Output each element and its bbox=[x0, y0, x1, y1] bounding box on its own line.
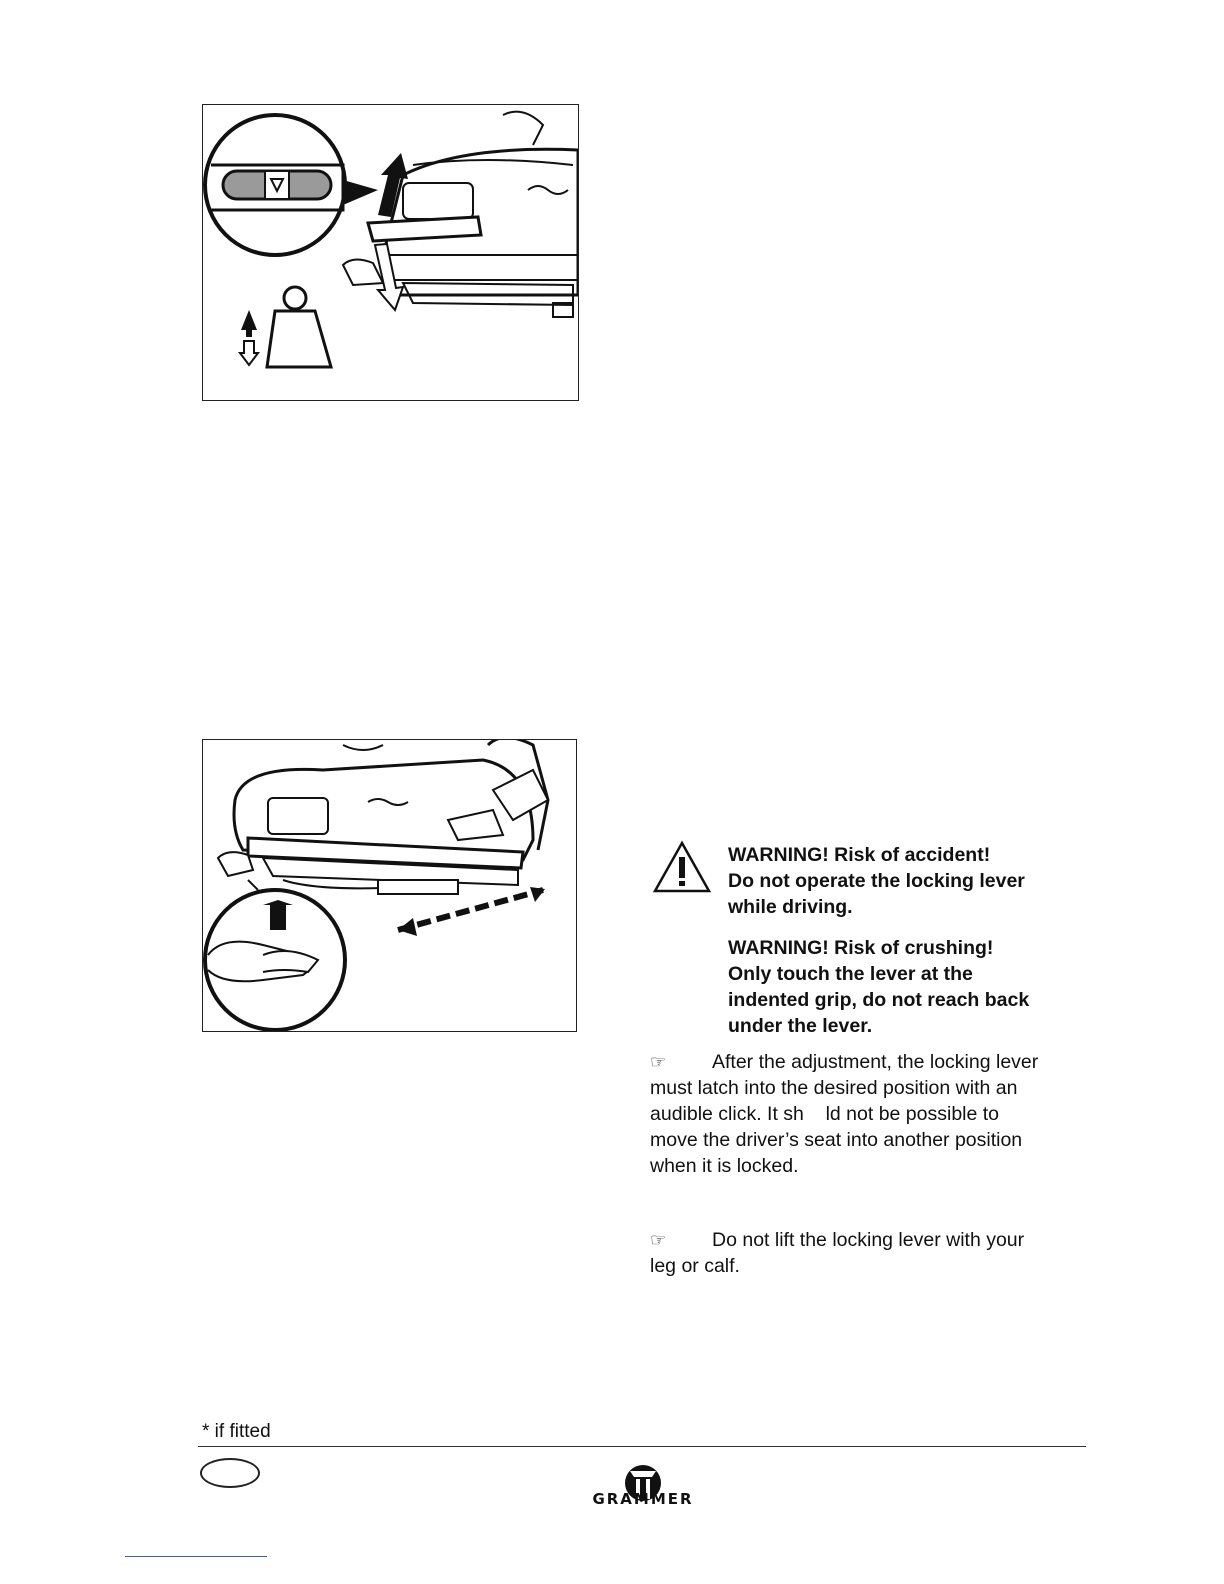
warning-line: while driving. bbox=[728, 896, 853, 918]
warning-line: Do not operate the locking lever bbox=[728, 870, 1025, 892]
weight-adjustment-figure bbox=[202, 104, 579, 401]
pointing-hand-icon: ☞ bbox=[650, 1052, 667, 1072]
fore-aft-adjustment-figure bbox=[202, 739, 577, 1032]
note-line: must latch into the desired position with an bbox=[650, 1077, 1018, 1099]
note-line: audible click. It sh ld not be possible to bbox=[650, 1103, 1000, 1125]
note-line: when it is locked. bbox=[650, 1155, 799, 1177]
brand-name: GRAMMER bbox=[592, 1490, 694, 1508]
note-line: leg or calf. bbox=[650, 1255, 740, 1277]
note-first-line: Do not lift the locking lever with your bbox=[712, 1229, 1025, 1251]
language-oval bbox=[200, 1458, 260, 1488]
footer-divider bbox=[198, 1446, 1086, 1447]
note-line: move the driver’s seat into another position bbox=[650, 1129, 1023, 1151]
warning-line: WARNING! Risk of accident! bbox=[728, 844, 991, 866]
crushing-warning bbox=[728, 935, 1068, 1039]
note-first-line: After the adjustment, the locking lever bbox=[712, 1051, 1039, 1073]
warning-line: WARNING! Risk of crushing! bbox=[728, 937, 994, 959]
lever-lift-note bbox=[650, 1227, 1070, 1279]
footnote: * if fitted bbox=[202, 1421, 271, 1442]
warning-line: indented grip, do not reach back bbox=[728, 989, 1030, 1011]
accident-warning bbox=[728, 842, 1068, 920]
warning-line: Only touch the lever at the bbox=[728, 963, 973, 985]
link-underline bbox=[125, 1556, 267, 1557]
latch-note bbox=[650, 1049, 1070, 1179]
seat-weight-adjustment-illustration bbox=[203, 105, 578, 400]
warning-line: under the lever. bbox=[728, 1015, 873, 1037]
pointing-hand-icon: ☞ bbox=[650, 1230, 667, 1250]
seat-fore-aft-adjustment-illustration bbox=[203, 740, 576, 1031]
warning-triangle-icon bbox=[652, 840, 712, 894]
